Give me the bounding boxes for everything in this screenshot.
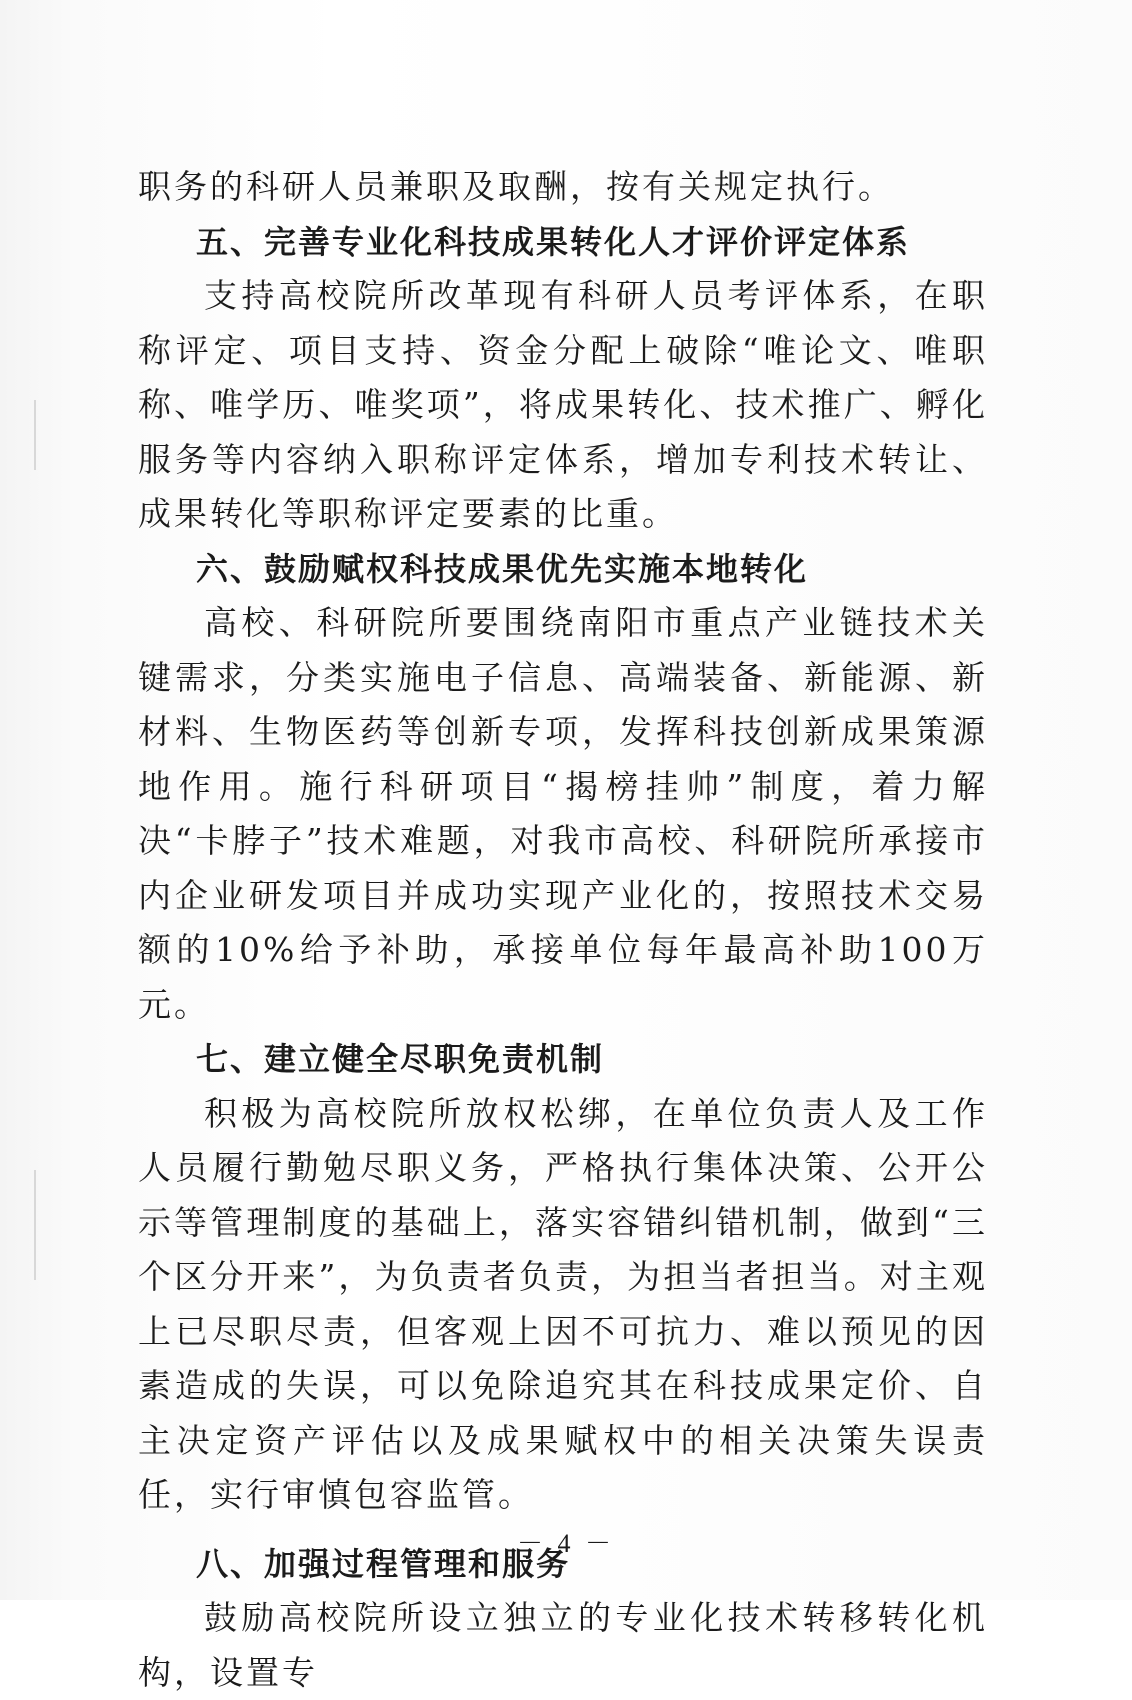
- document-body: [138, 160, 988, 1700]
- section-paragraph-8: 鼓励高校院所设立独立的专业化技术转移转化机构，设置专: [138, 1598, 988, 1692]
- section-heading-8: 八、加强过程管理和服务: [196, 1544, 571, 1583]
- page-number: － 4 －: [516, 1529, 615, 1558]
- binding-mark: [34, 1170, 36, 1280]
- binding-mark: [34, 400, 36, 470]
- section-paragraph-6: 高校、科研院所要围绕南阳市重点产业链技术关键需求，分类实施电子信息、高端装备、新能源、新材料、生物医药等创新专项，发挥科技创新成果策源地作用。施行科研项目“揭榜挂帅”制度，着力解决“卡脖子”技术难题，对我市高校、科研院所承接市内企业研发项目并成功实现产业化的，按照技术交易额的10%给予补助，承接单位每年最高补助100万元。: [138, 603, 988, 1024]
- section-heading-7: 七、建立健全尽职免责机制: [196, 1040, 605, 1078]
- intro-tail-text: 职务的科研人员兼职及取酬，按有关规定执行。: [138, 167, 894, 206]
- section-heading-6: 六、鼓励赋权科技成果优先实施本地转化: [196, 549, 809, 588]
- section-heading-5: 五、完善专业化科技成果转化人才评价评定体系: [196, 222, 911, 261]
- section-paragraph-7: 积极为高校院所放权松绑，在单位负责人及工作人员履行勤勉尽职义务，严格执行集体决策、公开公示等管理制度的基础上，落实容错纠错机制，做到“三个区分开来”，为负责者负责，为担当者担当。对主观上已尽职尽责，但客观上因不可抗力、难以预见的因素造成的失误，可以免除追究其在科技成果定价、自主决定资产评估以及成果赋权中的相关决策失误责任，实行审慎包容监管。: [138, 1093, 988, 1514]
- section-paragraph-5: 支持高校院所改革现有科研人员考评体系，在职称评定、项目支持、资金分配上破除“唯论文、唯职称、唯学历、唯奖项”，将成果转化、技术推广、孵化服务等内容纳入职称评定体系，增加专利技术转让、成果转化等职称评定要素的比重。: [138, 276, 988, 533]
